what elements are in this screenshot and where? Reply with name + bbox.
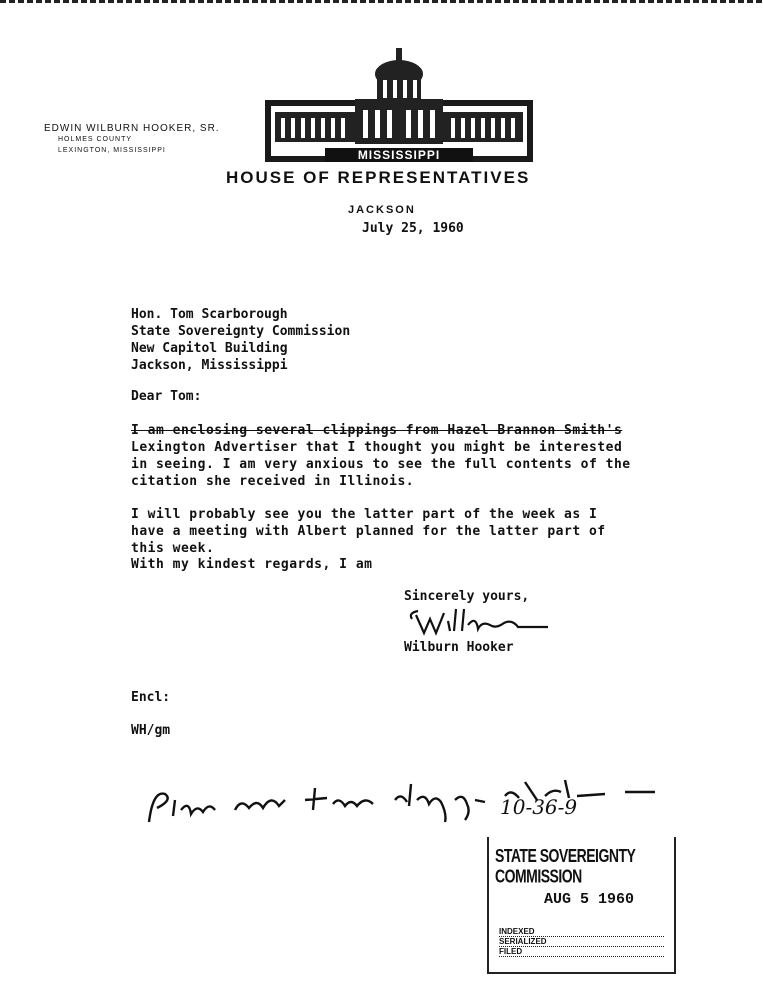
salutation: Dear Tom: (131, 389, 202, 404)
sender-name: EDWIN WILBURN HOOKER, SR. (44, 123, 220, 134)
handwritten-signature (404, 605, 549, 641)
page-edge (0, 0, 763, 3)
recipient-line: New Capitol Building (131, 341, 288, 356)
stamp-indexed: INDEXED (499, 927, 664, 937)
recipient-line: Jackson, Mississippi (131, 358, 288, 373)
body-paragraph-1 (131, 422, 631, 490)
seal-label: MISSISSIPPI (357, 148, 441, 162)
handwritten-file-number: 10-36-9 (500, 795, 578, 819)
reference-initials: WH/gm (131, 723, 171, 738)
stamp-filed: FILED (499, 947, 664, 957)
sender-block (44, 123, 220, 156)
enclosure-note: Encl: (131, 690, 171, 705)
body-paragraph-3: With my kindest regards, I am (131, 557, 373, 572)
sender-county: HOLMES COUNTY (58, 136, 133, 143)
recipient-line: State Sovereignty Commission (131, 324, 351, 339)
letter-date: July 25, 1960 (362, 221, 464, 236)
stamp-serialized: SERIALIZED (499, 937, 664, 947)
letterhead-title: HOUSE OF REPRESENTATIVES (226, 168, 531, 187)
body-paragraph-2: I will probably see you the latter part of the week as I have a meeting with Albert planned for the latter part of this week. (131, 507, 606, 556)
recipient-line: Hon. Tom Scarborough (131, 307, 288, 322)
signature-name: Wilburn Hooker (404, 640, 514, 655)
paragraph-text: Lexington Advertiser that I thought you might be interested in seeing. I am very anxious to see the full contents of the citation she received in Illinois. (131, 440, 631, 489)
handwritten-note (145, 770, 665, 830)
closing: Sincerely yours, (404, 589, 530, 604)
sender-city: LEXINGTON, MISSISSIPPI (58, 147, 166, 154)
stamp-date: AUG 5 1960 (544, 891, 635, 908)
capitol-building-illustration (265, 44, 533, 174)
recipient-address (131, 306, 350, 374)
struck-text: I am enclosing several clippings from Hazel Brannon Smith's (131, 423, 623, 438)
letterhead-city: JACKSON (348, 204, 416, 216)
stamp-title: STATE SOVEREIGNTY COMMISSION (495, 845, 636, 887)
received-stamp (487, 837, 676, 974)
